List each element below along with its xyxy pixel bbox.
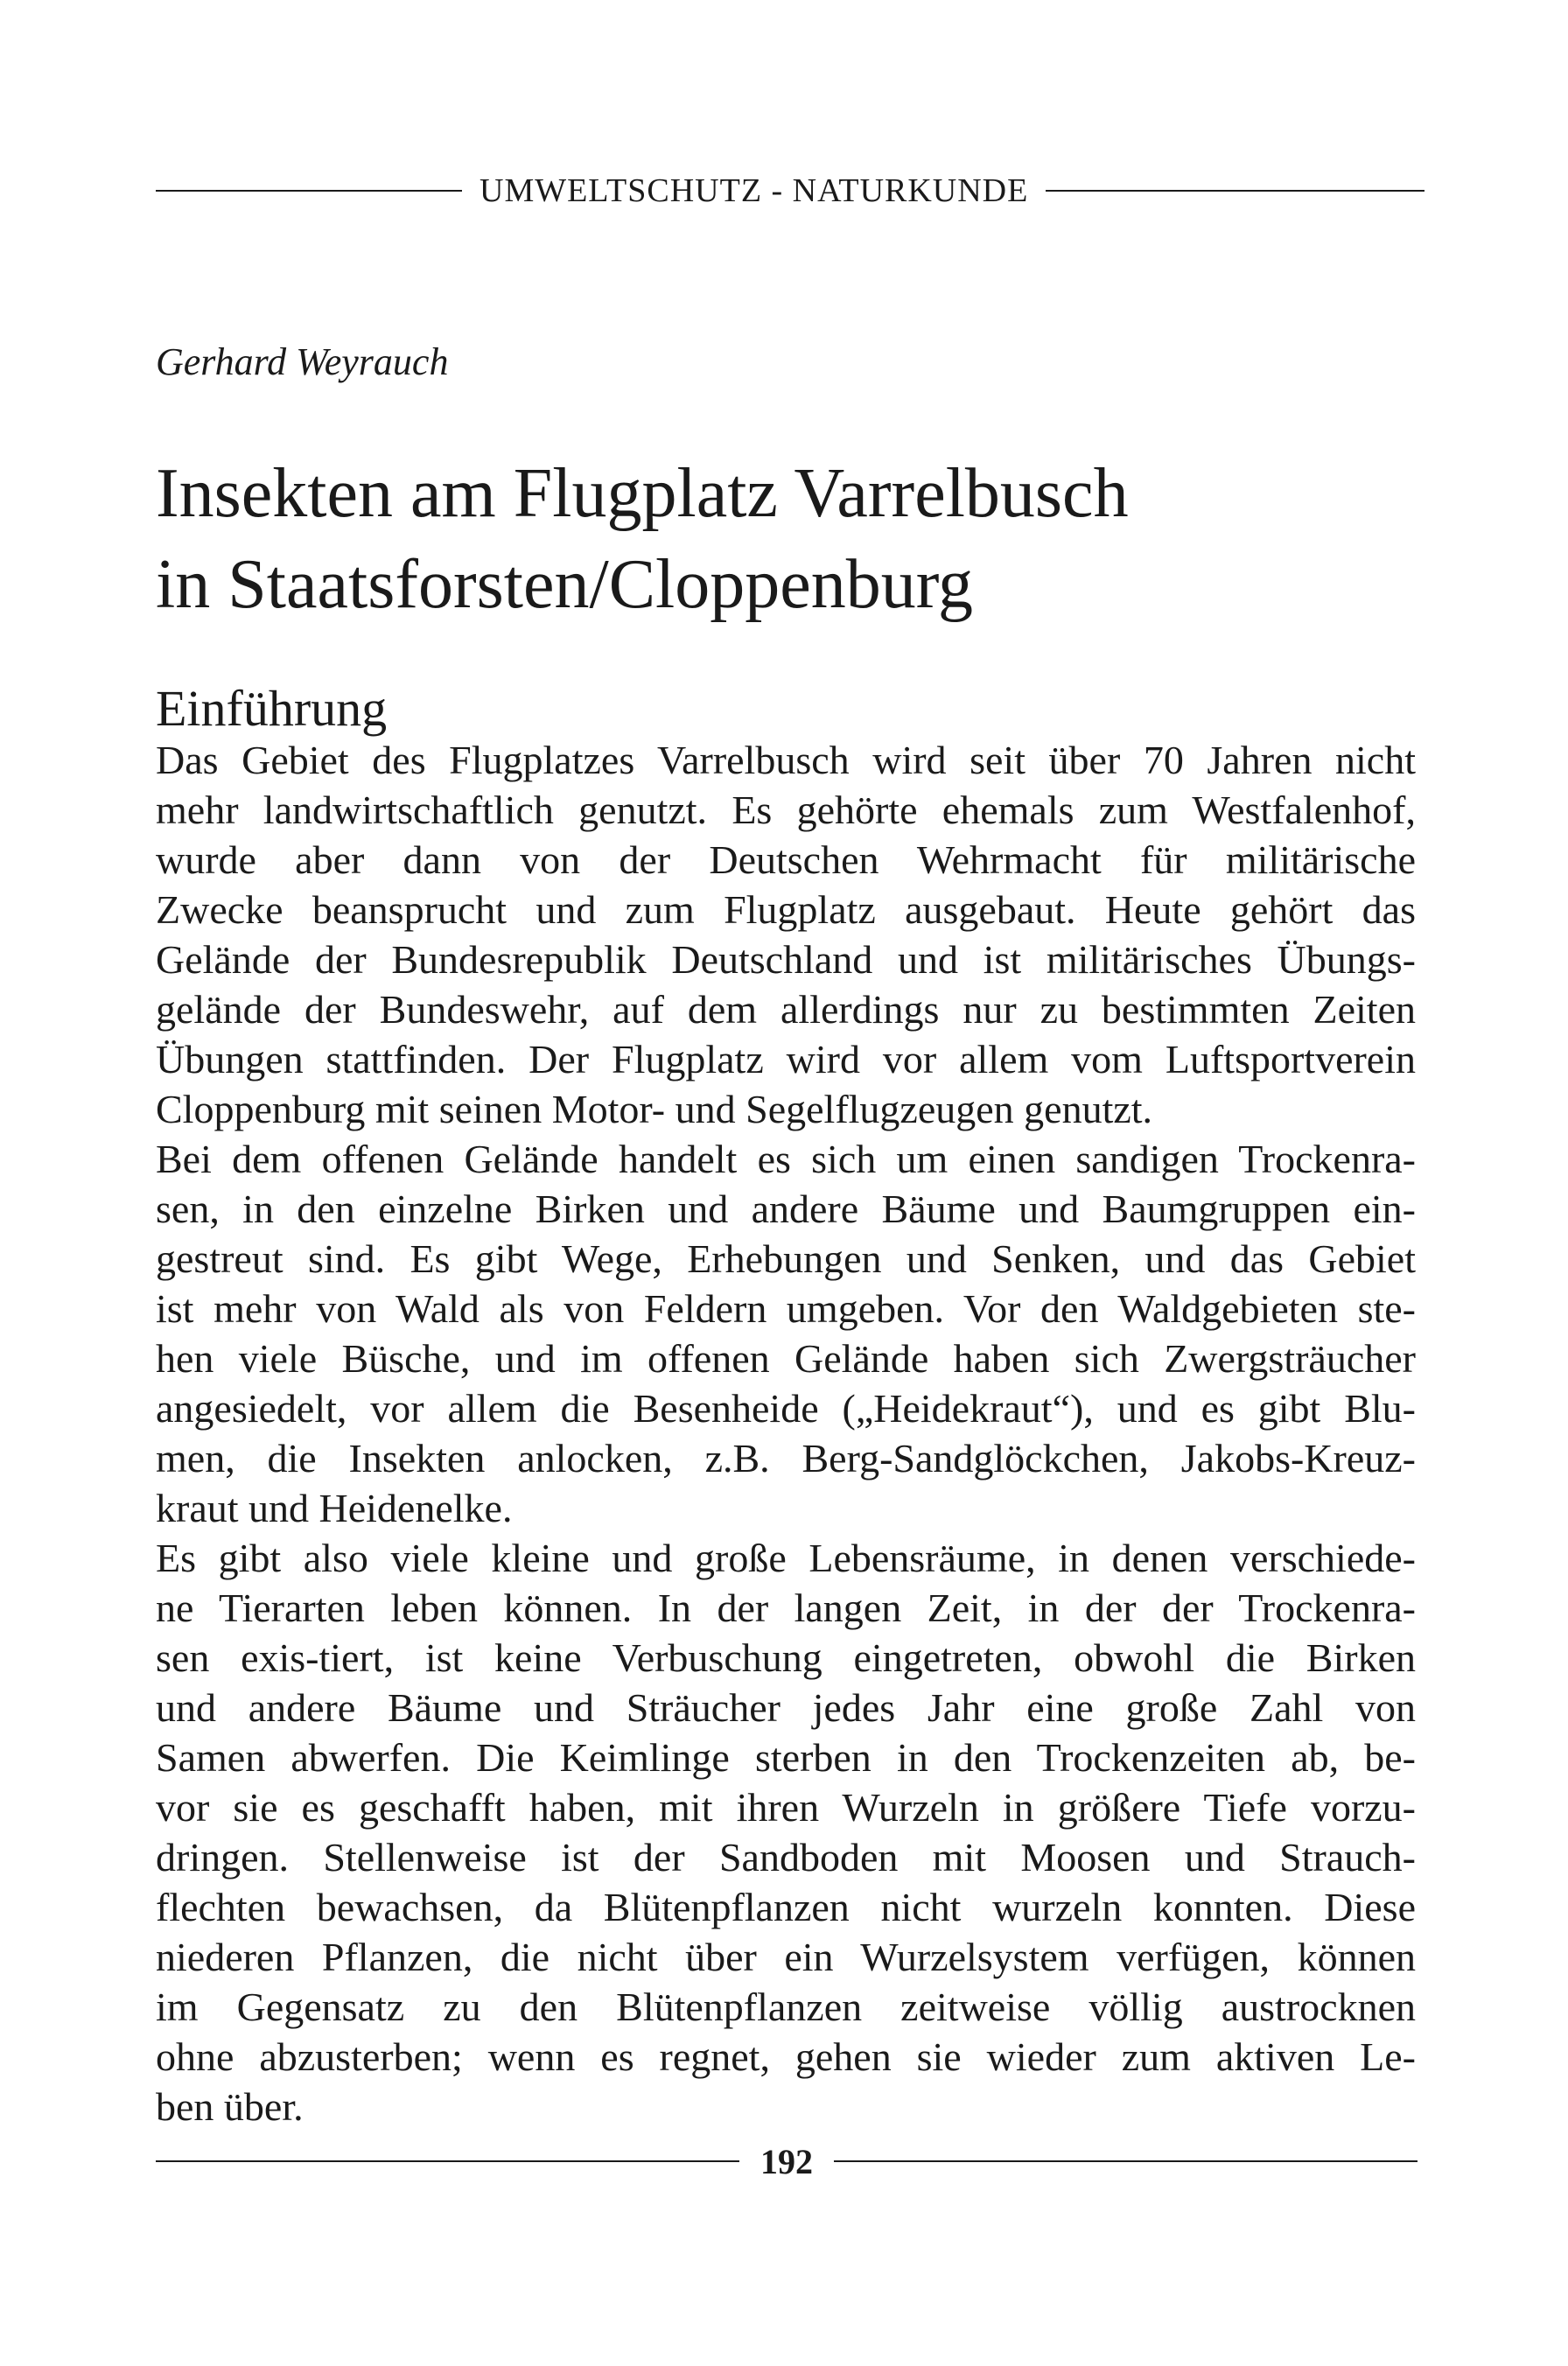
text-line: Cloppenburg mit seinen Motor- und Segelflugzeugen genutzt.: [156, 1087, 1153, 1131]
title-line: Insekten am Flugplatz Varrelbusch: [156, 455, 1129, 532]
text-line: dringen. Stellenweise ist der Sandboden mit Moosen und Strauch-: [156, 1835, 1416, 1880]
text-line: Bei dem offenen Gelände handelt es sich um einen sandigen Trockenra-: [156, 1137, 1416, 1181]
text-line: gelände der Bundeswehr, auf dem allerdings nur zu bestimmten Zeiten: [156, 987, 1416, 1032]
text-line: sen, in den einzelne Birken und andere Bäume und Baumgruppen ein-: [156, 1186, 1416, 1231]
paragraph: [156, 1533, 1416, 2132]
text-line: ben über.: [156, 2084, 304, 2129]
running-head-rule-left: [156, 190, 462, 192]
body-text: [156, 735, 1416, 2132]
text-line: Es gibt also viele kleine und große Lebensräume, in denen verschiede-: [156, 1536, 1416, 1580]
paragraph: [156, 735, 1416, 1134]
footer-rule-left: [156, 2160, 739, 2162]
text-line: Das Gebiet des Flugplatzes Varrelbusch wird seit über 70 Jahren nicht: [156, 738, 1416, 782]
running-head-label: UMWELTSCHUTZ - NATURKUNDE: [480, 172, 1029, 209]
text-line: angesiedelt, vor allem die Besenheide („Heidekraut“), und es gibt Blu-: [156, 1386, 1416, 1431]
text-line: ist mehr von Wald als von Feldern umgeben. Vor den Waldgebieten ste-: [156, 1286, 1416, 1331]
text-line: ne Tierarten leben können. In der langen Zeit, in der der Trockenra-: [156, 1586, 1416, 1630]
text-line: flechten bewachsen, da Blütenpflanzen nicht wurzeln konnten. Diese: [156, 1885, 1416, 1929]
section-heading: Einführung: [156, 680, 388, 737]
text-line: vor sie es geschafft haben, mit ihren Wurzeln in größere Tiefe vorzu-: [156, 1785, 1416, 1830]
text-line: hen viele Büsche, und im offenen Gelände haben sich Zwergsträucher: [156, 1336, 1416, 1381]
text-line: gestreut sind. Es gibt Wege, Erhebungen und Senken, und das Gebiet: [156, 1236, 1416, 1281]
text-line: im Gegensatz zu den Blütenpflanzen zeitweise völlig austrocknen: [156, 1984, 1416, 2029]
author-name: Gerhard Weyrauch: [156, 340, 449, 383]
text-line: wurde aber dann von der Deutschen Wehrmacht für militärische: [156, 837, 1416, 882]
text-line: mehr landwirtschaftlich genutzt. Es gehörte ehemals zum Westfalenhof,: [156, 788, 1416, 832]
text-line: Übungen stattfinden. Der Flugplatz wird vor allem vom Luftsportverein: [156, 1037, 1416, 1082]
text-line: niederen Pflanzen, die nicht über ein Wurzelsystem verfügen, können: [156, 1935, 1416, 1979]
paragraph: [156, 1134, 1416, 1533]
text-line: Gelände der Bundesrepublik Deutschland und ist militärisches Übungs-: [156, 937, 1416, 982]
text-line: Zwecke beansprucht und zum Flugplatz ausgebaut. Heute gehört das: [156, 887, 1416, 932]
page-number: 192: [760, 2141, 813, 2181]
page-footer: [156, 2135, 1418, 2188]
text-line: sen exis-tiert, ist keine Verbuschung eingetreten, obwohl die Birken: [156, 1635, 1416, 1680]
running-head-rule-right: [1046, 190, 1424, 192]
title-line: in Staatsforsten/Cloppenburg: [156, 546, 973, 623]
text-line: ohne abzusterben; wenn es regnet, gehen sie wieder zum aktiven Le-: [156, 2034, 1416, 2079]
text-line: Samen abwerfen. Die Keimlinge sterben in den Trockenzeiten ab, be-: [156, 1735, 1416, 1780]
text-line: und andere Bäume und Sträucher jedes Jahr eine große Zahl von: [156, 1685, 1416, 1730]
footer-rule-right: [834, 2160, 1418, 2162]
text-line: men, die Insekten anlocken, z.B. Berg-Sandglöckchen, Jakobs-Kreuz-: [156, 1436, 1416, 1480]
text-line: kraut und Heidenelke.: [156, 1486, 513, 1530]
article-title: [156, 448, 1424, 630]
running-head: [156, 166, 1424, 215]
